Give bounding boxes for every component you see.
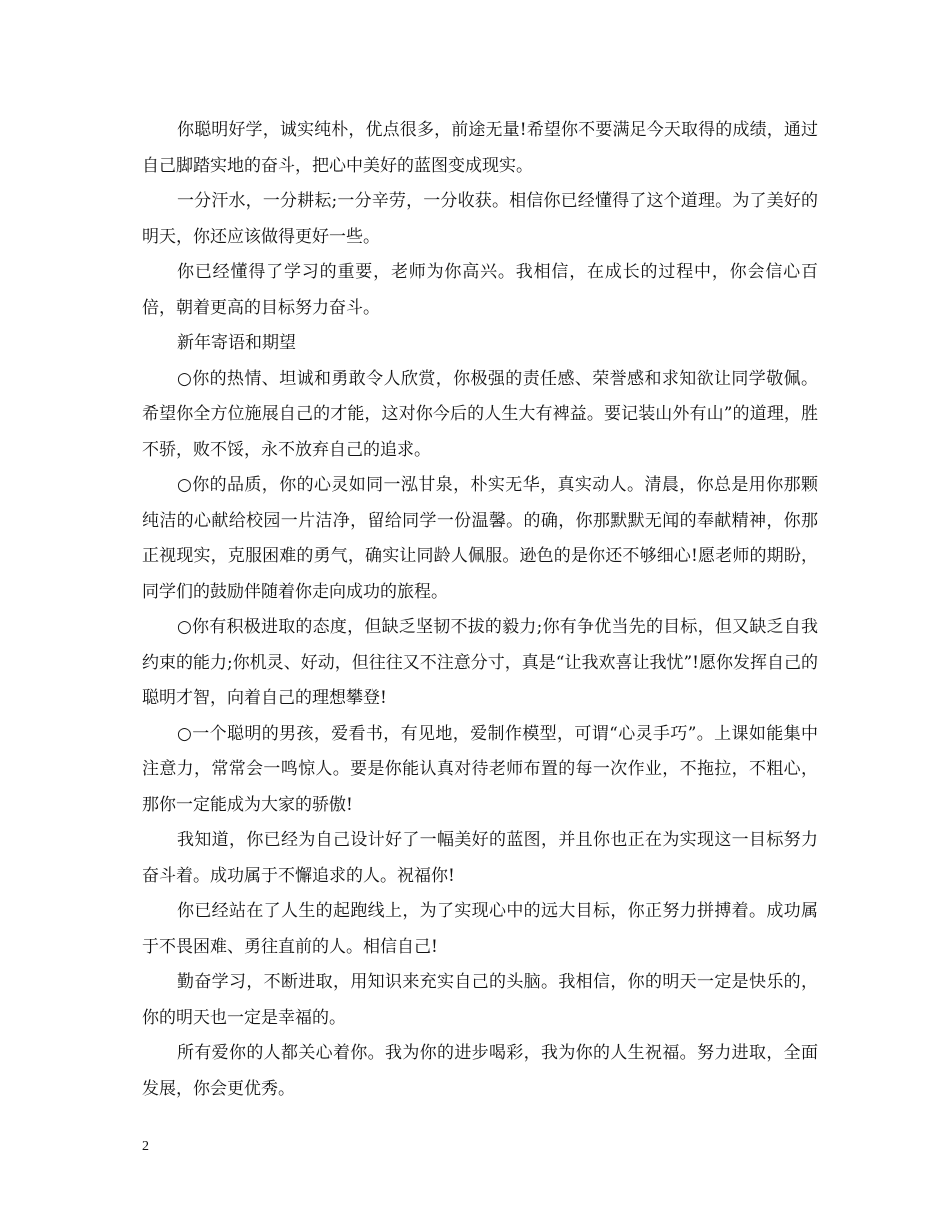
section-heading: 新年寄语和期望 bbox=[177, 333, 296, 353]
paragraph: 勤奋学习，不断进取，用知识来充实自己的头脑。我相信，你的明天一定是快乐的，你的明天也一定是幸福的。 bbox=[142, 972, 818, 1028]
paragraph: ○你的热情、坦诚和勇敢令人欣赏，你极强的责任感、荣誉感和求知欲让同学敬佩。希望你全方位施展自己的才能，这对你今后的人生大有裨益。要记装山外有山”的道理，胜不骄，败不馁，永不放弃自己的追求。 bbox=[142, 368, 818, 460]
paragraph: 所有爱你的人都关心着你。我为你的进步喝彩，我为你的人生祝福。努力进取，全面发展，你会更优秀。 bbox=[142, 1043, 818, 1099]
paragraph: 你聪明好学，诚实纯朴，优点很多，前途无量!希望你不要满足今天取得的成绩，通过自己脚踏实地的奋斗，把心中美好的蓝图变成现实。 bbox=[142, 120, 818, 176]
paragraph: 我知道，你已经为自己设计好了一幅美好的蓝图，并且你也正在为实现这一目标努力奋斗着。成功属于不懈追求的人。祝福你! bbox=[142, 830, 818, 886]
paragraph: 一分汗水，一分耕耘;一分辛劳，一分收获。相信你已经懂得了这个道理。为了美好的明天，你还应该做得更好一些。 bbox=[142, 191, 818, 247]
paragraph: ○你有积极进取的态度，但缺乏坚韧不拔的毅力;你有争优当先的目标，但又缺乏自我约束的能力;你机灵、好动，但往往又不注意分寸，真是“让我欢喜让我忧”!愿你发挥自己的聪明才智，向着自己的理想攀登! bbox=[142, 617, 818, 708]
paragraph: ○一个聪明的男孩，爱看书，有见地，爱制作模型，可谓“心灵手巧”。上课如能集中注意力，常常会一鸣惊人。要是你能认真对待老师布置的每一次作业，不拖拉，不粗心，那你一定能成为大家的骄傲! bbox=[142, 723, 818, 815]
paragraph: 你已经站在了人生的起跑线上，为了实现心中的远大目标，你正努力拼搏着。成功属于不畏困难、勇往直前的人。相信自己! bbox=[142, 901, 818, 957]
page-number: 2 bbox=[142, 1139, 149, 1154]
paragraph: 你已经懂得了学习的重要，老师为你高兴。我相信，在成长的过程中，你会信心百倍，朝着更高的目标努力奋斗。 bbox=[142, 262, 818, 318]
document-body bbox=[142, 113, 818, 1107]
paragraph: ○你的品质，你的心灵如同一泓甘泉，朴实无华，真实动人。清晨，你总是用你那颗纯洁的心献给校园一片洁净，留给同学一份温馨。的确，你那默默无闻的奉献精神，你那正视现实，克服困难的勇气，确实让同龄人佩服。逊色的是你还不够细心!愿老师的期盼，同学们的鼓励伴随着你走向成功的旅程。 bbox=[142, 475, 818, 602]
